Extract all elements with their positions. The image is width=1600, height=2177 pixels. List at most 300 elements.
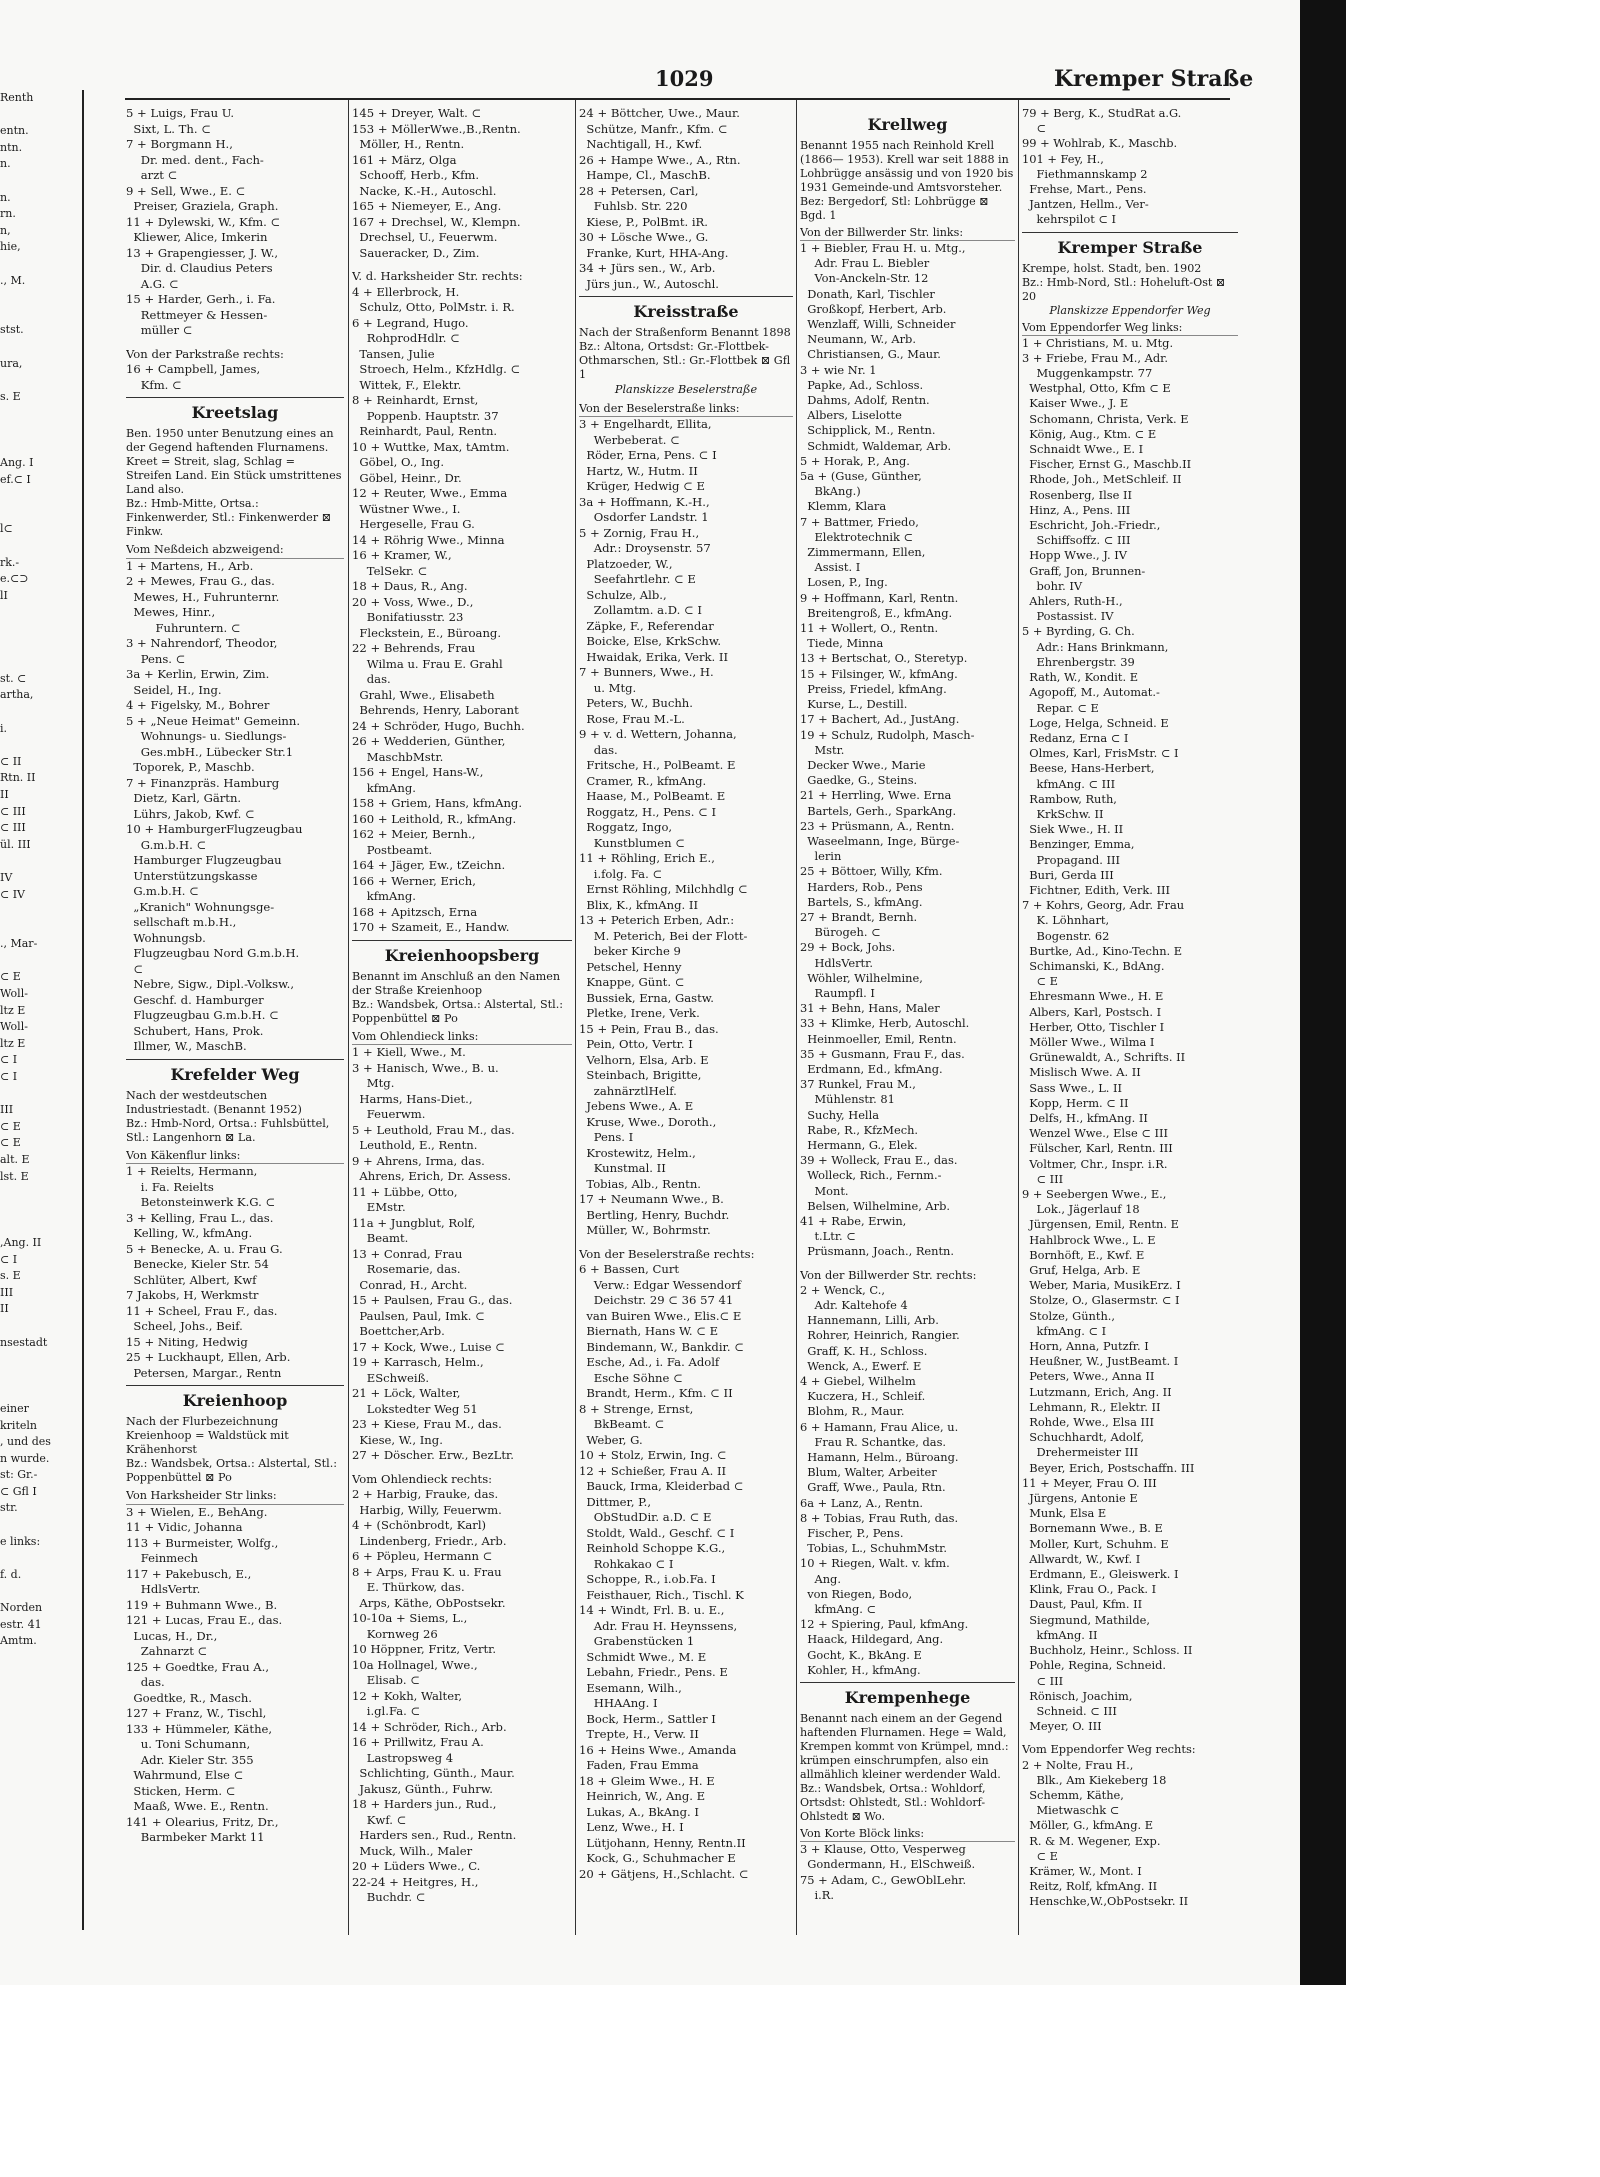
entry-line: Rhode, Joh., MetSchleif. II (1022, 472, 1182, 487)
entry-line: 3 + Friebe, Frau M., Adr. (1022, 350, 1168, 365)
entry-line: Toporek, P., Maschb. (126, 760, 255, 774)
entry-line: 4 + Giebel, Wilhelm (800, 1374, 916, 1389)
entry-line: u. Toni Schumann, (126, 1737, 251, 1751)
entry-line: sellschaft m.b.H., (126, 915, 237, 929)
entry-line: 11 + Lübbe, Otto, (352, 1184, 458, 1199)
entry-line: van Buiren Wwe., Elis.⊂ E (579, 1308, 742, 1323)
entry-line: Gocht, K., BkAng. E (800, 1647, 922, 1662)
entry-line: u. Mtg. (579, 680, 637, 695)
entry-line: BkAng.) (800, 484, 861, 499)
entry-line: Jürgens, Antonie E (1022, 1491, 1138, 1506)
entry-line: Rambow, Ruth, (1022, 791, 1117, 806)
entry-line: 20 + Lüders Wwe., C. (352, 1859, 481, 1873)
entry-line: 29 + Bock, Johs. (800, 940, 896, 955)
entry-line: 11 + Dylewski, W., Kfm. ⊂ (126, 214, 281, 229)
left-edge-fragment: III (0, 1103, 14, 1117)
entry-line: 23 + Prüsmann, A., Rentn. (800, 818, 955, 833)
entry-line: Mislisch Wwe. A. II (1022, 1065, 1141, 1080)
left-edge-fragment: ül. III (0, 837, 31, 851)
entry-line: Dahms, Adolf, Rentn. (800, 393, 930, 408)
left-edge-fragment: ⊂ E (0, 970, 21, 984)
entry-line: Christiansen, G., Maur. (800, 347, 941, 362)
left-edge-fragment (0, 538, 82, 555)
entry-line: G.m.b.H. ⊂ (126, 884, 199, 898)
entry-line: Steinbach, Brigitte, (579, 1068, 702, 1082)
street-heading: Kreienhoop (126, 1385, 344, 1413)
left-edge-fragment: ⊂ III (0, 821, 26, 835)
entry-line: Allwardt, W., Kwf. I (1022, 1551, 1141, 1566)
entry-line: Grünewaldt, A., Schrifts. II (1022, 1050, 1186, 1065)
left-edge-fragment (0, 488, 82, 505)
left-edge-fragment: ,Ang. II (0, 1235, 42, 1249)
header-rule (125, 98, 1230, 100)
left-edge-fragment: stst. (0, 323, 24, 337)
entry-line: Muggenkampstr. 77 (1022, 366, 1153, 381)
entry-line: 12 + Schießer, Frau A. II (579, 1463, 727, 1478)
running-head-street: Kremper Straße (1054, 66, 1254, 92)
entry-line: 26 + Wedderien, Günther, (352, 734, 506, 748)
left-edge-fragment (0, 1384, 82, 1401)
left-edge-fragment (0, 1550, 82, 1567)
entry-line: Kelling, W., kfmAng. (126, 1226, 253, 1240)
entry-line: Rönisch, Joachim, (1022, 1688, 1133, 1703)
left-edge-fragment (0, 704, 82, 721)
left-edge-fragment (0, 173, 82, 190)
entry-line: 16 + Campbell, James, (126, 362, 261, 376)
entry-line: Adr. Frau L. Biebler (800, 256, 930, 271)
entry-line: 168 + Apitzsch, Erna (352, 904, 478, 919)
entry-line: 125 + Goedtke, Frau A., (126, 1659, 270, 1674)
entry-line: 11 + Scheel, Frau F., das. (126, 1303, 278, 1318)
entry-line: 5 + Byrding, G. Ch. (1022, 624, 1135, 639)
entry-line: 121 + Lucas, Frau E., das. (126, 1613, 283, 1627)
entry-line: Weber, Maria, MusikErz. I (1022, 1278, 1181, 1293)
left-edge-fragment: ⊂ I (0, 1053, 18, 1067)
directory-column-5 (1022, 106, 1238, 1910)
entry-line: Muck, Wilh., Maler (352, 1843, 473, 1858)
entry-line: Großkopf, Herbert, Arb. (800, 301, 947, 316)
directory-column-1 (126, 106, 344, 1846)
entry-line: 3a + Hoffmann, K.-H., (579, 494, 710, 509)
entry-line: Zimmermann, Ellen, (800, 545, 926, 560)
entry-line: Rohde, Wwe., Elsa III (1022, 1415, 1155, 1430)
entry-line: arzt ⊂ (126, 168, 178, 182)
entry-line: Fichtner, Edith, Verk. III (1022, 882, 1171, 897)
entry-line: Heußner, W., JustBeamt. I (1022, 1354, 1179, 1369)
entry-line: Postbeamt. (352, 842, 433, 857)
entry-line: i. Fa. Reielts (126, 1179, 214, 1194)
entry-line: 19 + Karrasch, Helm., (352, 1355, 484, 1369)
left-edge-fragment (0, 505, 82, 522)
entry-line: 18 + Harders jun., Rud., (352, 1797, 497, 1811)
entry-line: Eschricht, Joh.-Friedr., (1022, 518, 1161, 533)
entry-line: Dietz, Karl, Gärtn. (126, 791, 242, 805)
left-edge-fragment: n. (0, 190, 11, 204)
entry-line: Paulsen, Paul, Imk. ⊂ (352, 1308, 485, 1323)
entry-line: Schipplick, M., Rentn. (800, 423, 936, 438)
entry-line: Ang. (800, 1571, 841, 1586)
directory-column-4 (800, 106, 1015, 1903)
entry-line: 153 + MöllerWwe.,B.,Rentn. (352, 121, 521, 136)
entry-line: Jürgensen, Emil, Rentn. E (1022, 1217, 1179, 1232)
entry-line: Siegmund, Mathilde, (1022, 1612, 1151, 1627)
entry-line: 14 + Schröder, Rich., Arb. (352, 1719, 507, 1734)
entry-line: Bock, Herm., Sattler I (579, 1711, 716, 1726)
entry-line: Beyer, Erich, Postschaffn. III (1022, 1460, 1195, 1475)
entry-line: 13 + Peterich Erben, Adr.: (579, 913, 735, 927)
entry-line: Fleckstein, E., Büroang. (352, 625, 502, 640)
entry-line: Voltmer, Chr., Inspr. i.R. (1022, 1156, 1168, 1171)
entry-line: 13 + Conrad, Frau (352, 1246, 463, 1261)
entry-line: ⊂ III (1022, 1673, 1064, 1688)
page-number: 1029 (655, 66, 714, 91)
entry-line: Schimanski, K., BdAng. (1022, 958, 1165, 973)
entry-line: Flugzeugbau G.m.b.H. ⊂ (126, 1008, 279, 1022)
left-edge-fragment (0, 1368, 82, 1385)
entry-line: Waseelmann, Inge, Bürge- (800, 833, 960, 848)
entry-line: 165 + Niemeyer, E., Ang. (352, 199, 502, 213)
entry-line: Roggatz, Ingo, (579, 820, 673, 834)
entry-line: Schulz, Otto, PolMstr. i. R. (352, 300, 515, 314)
entry-line: Röder, Erna, Pens. ⊂ I (579, 448, 717, 462)
left-edge-fragment: Norden (0, 1601, 43, 1615)
entry-line: Horn, Anna, Putzfr. I (1022, 1339, 1149, 1354)
entry-line: 3 + Klause, Otto, Vesperweg (800, 1842, 966, 1857)
entry-line: 5a + (Guse, Günther, (800, 469, 922, 484)
street-description: Nach der westdeutschen Industriestadt. (Benannt 1952) (126, 1088, 302, 1116)
entry-line: ⊂ E (1022, 1848, 1058, 1863)
entry-line: 21 + Herrling, Wwe. Erna (800, 788, 952, 803)
district-info: Bz.: Altona, Ortsdst: Gr.-Flottbek-Othmarschen, Stl.: Gr.-Flottbek ⊠ Gfl 1 (579, 340, 791, 381)
entry-line: 15 + Paulsen, Frau G., das. (352, 1293, 513, 1307)
entry-line: 7 + Finanzpräs. Hamburg (126, 775, 280, 790)
left-edge-fragment: Renth (0, 91, 34, 104)
entry-line: Adr. Kaltehofe 4 (800, 1298, 908, 1313)
entry-line: 15 + Filsinger, W., kfmAng. (800, 666, 958, 681)
entry-line: Reitz, Rolf, kfmAng. II (1022, 1879, 1158, 1894)
entry-line: Adr.: Droysenstr. 57 (579, 541, 711, 555)
entry-line: 7 + Battmer, Friedo, (800, 514, 919, 529)
entry-line: 24 + Schröder, Hugo, Buchh. (352, 718, 525, 733)
entry-line: 12 + Kokh, Walter, (352, 1688, 463, 1703)
entry-line: Von der Billwerder Str. rechts: (800, 1267, 977, 1282)
direction-heading: Vom Eppendorfer Weg links: (1022, 321, 1238, 336)
entry-line: 8 + Reinhardt, Ernst, (352, 393, 479, 407)
direction-heading: Vom Neßdeich abzweigend: (126, 542, 344, 559)
entry-line: 141 + Olearius, Fritz, Dr., (126, 1814, 279, 1829)
entry-line: Lok., Jägerlauf 18 (1022, 1202, 1140, 1217)
entry-line: 9 + v. d. Wettern, Johanna, (579, 727, 737, 741)
map-sketch-note: Planskizze Beselerstraße (614, 383, 758, 396)
entry-line: Mewes, H., Fuhrunternr. (126, 589, 280, 604)
left-edge-fragment: ltz E (0, 1036, 26, 1050)
entry-line: ObStudDir. a.D. ⊂ E (579, 1510, 712, 1524)
entry-line: ⊂ (126, 961, 144, 976)
entry-line: „Kranich" Wohnungsge- (126, 899, 275, 914)
entry-line: Seidel, H., Ing. (126, 682, 222, 697)
entry-line: Hamburger Flugzeugbau (126, 853, 282, 867)
entry-line: 10a Hollnagel, Wwe., (352, 1657, 478, 1672)
entry-line: 16 + Heins Wwe., Amanda (579, 1742, 737, 1757)
entry-line: 3 + Kelling, Frau L., das. (126, 1210, 274, 1225)
entry-line: Bauck, Irma, Kleiderbad ⊂ (579, 1479, 744, 1493)
map-sketch-note: Planskizze Eppendorfer Weg (1049, 303, 1211, 317)
left-edge-fragment: alt. E (0, 1153, 30, 1166)
entry-line: das. (579, 742, 618, 757)
entry-line: Schomann, Christa, Verk. E (1022, 411, 1189, 426)
entry-line: Adr. Frau H. Heynssens, (579, 1618, 738, 1633)
entry-line: Graff, Wwe., Paula, Rtn. (800, 1480, 946, 1495)
entry-line: müller ⊂ (126, 323, 193, 337)
entry-line: Bartels, Gerh., SparkAng. (800, 803, 957, 818)
entry-line: Kruse, Wwe., Doroth., (579, 1114, 717, 1129)
entry-line: 15 + Harder, Gerh., i. Fa. (126, 292, 276, 306)
entry-line: das. (126, 1675, 165, 1689)
entry-line: Grahl, Wwe., Elisabeth (352, 687, 495, 702)
entry-line: 119 + Buhmann Wwe., B. (126, 1597, 278, 1612)
entry-line: 101 + Fey, H., (1022, 151, 1104, 166)
entry-line: Graff, Jon, Brunnen- (1022, 563, 1146, 578)
entry-line: 79 + Berg, K., StudRat a.G. (1022, 106, 1182, 120)
entry-line: Hahlbrock Wwe., L. E (1022, 1232, 1156, 1247)
entry-line: Haase, M., PolBeamt. E (579, 789, 726, 803)
entry-line: 4 + Figelsky, M., Bohrer (126, 698, 270, 712)
column-rule (348, 100, 349, 1935)
entry-line: Mietwaschk ⊂ (1022, 1803, 1120, 1818)
entry-line: 12 + Reuter, Wwe., Emma (352, 486, 508, 500)
left-edge-fragment: einer (0, 1401, 29, 1415)
entry-line: Rath, W., Kondit. E (1022, 670, 1139, 685)
entry-line: Delfs, H., kfmAng. II (1022, 1110, 1148, 1125)
entry-line: Feisthauer, Rich., Tischl. K (579, 1587, 744, 1602)
entry-line: 3 + Nahrendorf, Theodor, (126, 636, 278, 650)
entry-line: 18 + Daus, R., Ang. (352, 579, 468, 593)
left-edge-fragment: ntn. (0, 140, 23, 154)
district-info: Bz.: Wandsbek, Ortsa.: Alstertal, Stl.: Poppenbüttel ⊠ Po (352, 997, 564, 1025)
entry-line: Vom Ohlendieck rechts: (352, 1471, 493, 1486)
entry-line: HHAAng. I (579, 1696, 658, 1710)
left-edge-fragment: nsestadt (0, 1335, 48, 1349)
entry-line: Hamann, Helm., Büroang. (800, 1450, 959, 1465)
entry-line: t.Ltr. ⊂ (800, 1229, 856, 1244)
entry-line: Benecke, Kieler Str. 54 (126, 1257, 269, 1271)
entry-line: Graff, K. H., Schloss. (800, 1343, 928, 1358)
entry-line: 30 + Lösche Wwe., G. (579, 230, 709, 244)
entry-line: Esemann, Wilh., (579, 1680, 682, 1695)
entry-line: 113 + Burmeister, Wolfg., (126, 1535, 279, 1550)
left-edge-fragment (0, 339, 82, 356)
entry-line: Klemm, Klara (800, 499, 887, 514)
entry-line: Daust, Paul, Kfm. II (1022, 1597, 1143, 1612)
entry-line: Nebre, Sigw., Dipl.-Volksw., (126, 977, 295, 991)
entry-line: 6 + Legrand, Hugo. (352, 315, 469, 330)
entry-line: ⊂ III (1022, 1171, 1064, 1186)
entry-line: Trepte, H., Verw. II (579, 1727, 699, 1741)
entry-line: Werbeberat. ⊂ (579, 432, 680, 447)
entry-line: Leuthold, E., Rentn. (352, 1138, 478, 1152)
entry-line: 10 + Riegen, Walt. v. kfm. (800, 1556, 950, 1571)
left-edge-fragment: Amtm. (0, 1634, 37, 1648)
entry-line: i.R. (800, 1887, 834, 1902)
left-edge-fragment (0, 621, 82, 638)
entry-line: Rose, Frau M.-L. (579, 711, 685, 726)
entry-line: Wenzlaff, Willi, Schneider (800, 317, 956, 332)
entry-line: 25 + Böttoer, Willy, Kfm. (800, 864, 943, 879)
entry-line: von Riegen, Bodo, (800, 1586, 913, 1601)
entry-line: Fritsche, H., PolBeamt. E (579, 758, 736, 772)
entry-line: 11 + Röhling, Erich E., (579, 851, 715, 865)
entry-line: Ahlers, Ruth-H., (1022, 594, 1123, 609)
entry-line: Schubert, Hans, Prok. (126, 1023, 264, 1038)
entry-line: Breitengroß, E., kfmAng. (800, 605, 953, 620)
entry-line: 17 + Neumann Wwe., B. (579, 1192, 724, 1206)
left-edge-fragment (0, 1218, 82, 1235)
entry-line: 8 + Strenge, Ernst, (579, 1401, 694, 1416)
entry-line: 25 + Luckhaupt, Ellen, Arb. (126, 1350, 291, 1364)
entry-line: 11 + Wollert, O., Rentn. (800, 621, 939, 636)
entry-line: 20 + Gätjens, H.,Schlacht. ⊂ (579, 1866, 749, 1881)
entry-line: Kiese, P., PolBmt. iR. (579, 214, 708, 229)
entry-line: 9 + Seebergen Wwe., E., (1022, 1187, 1167, 1201)
entry-line: Beese, Hans-Herbert, (1022, 761, 1155, 776)
entry-line: 12 + Spiering, Paul, kfmAng. (800, 1617, 969, 1632)
entry-line: Preiss, Friedel, kfmAng. (800, 681, 947, 696)
entry-line: 20 + Voss, Wwe., D., (352, 594, 474, 609)
left-edge-fragment: entn. (0, 124, 29, 138)
entry-line: Suchy, Hella (800, 1107, 880, 1122)
entry-line: Jebens Wwe., A. E (579, 1099, 694, 1113)
entry-line: Müller, W., Bohrmstr. (579, 1223, 711, 1237)
entry-line: ⊂ E (1022, 974, 1058, 989)
entry-line: KrkSchw. II (1022, 806, 1104, 821)
left-edge-fragment: lI (0, 588, 8, 602)
entry-line: Lindenberg, Friedr., Arb. (352, 1533, 507, 1548)
entry-line: bohr. IV (1022, 578, 1083, 593)
left-edge-fragment: st. ⊂ (0, 671, 27, 685)
entry-line: Feinmech (126, 1551, 199, 1565)
entry-line: Mstr. (800, 742, 845, 757)
entry-line: Preiser, Graziela, Graph. (126, 199, 279, 213)
left-edge-fragment: lst. E (0, 1169, 29, 1183)
entry-line: Schnaidt Wwe., E. I (1022, 442, 1144, 457)
entry-line: 10 Höppner, Fritz, Vertr. (352, 1642, 497, 1656)
left-edge-fragment (0, 107, 82, 124)
entry-line: Lütjohann, Henny, Rentn.II (579, 1835, 746, 1850)
entry-line: Wahrmund, Else ⊂ (126, 1768, 244, 1782)
entry-line: Göbel, O., Ing. (352, 455, 445, 469)
entry-line: Tobias, Alb., Rentn. (579, 1176, 701, 1191)
entry-line: 10 + HamburgerFlugzeugbau (126, 822, 303, 836)
entry-line (800, 1260, 1015, 1268)
entry-line: Drechsel, U., Feuerwm. (352, 230, 498, 244)
entry-line: Krostewitz, Helm., (579, 1145, 696, 1160)
left-edge-fragment: Rtn. II (0, 771, 36, 785)
entry-line: Dr. med. dent., Fach- (126, 152, 264, 167)
entry-line: Schmidt Wwe., M. E (579, 1649, 707, 1664)
entry-line: 75 + Adam, C., GewOblLehr. (800, 1872, 967, 1887)
direction-heading: Von Harksheider Str links: (126, 1488, 344, 1505)
entry-line: Geschf. d. Hamburger (126, 992, 264, 1007)
entry-line: 3 + Hanisch, Wwe., B. u. (352, 1060, 499, 1075)
entry-line: 17 + Kock, Wwe., Luise ⊂ (352, 1339, 505, 1354)
left-edge-fragment (0, 1202, 82, 1219)
left-edge-fragment (0, 1086, 82, 1103)
entry-line: V. d. Harksheider Str. rechts: (352, 269, 523, 283)
left-edge-fragment: ura, (0, 356, 23, 370)
entry-line: Pens. I (579, 1130, 634, 1144)
entry-line: Harms, Hans-Diet., (352, 1091, 473, 1106)
left-edge-fragment: , und des (0, 1435, 51, 1449)
entry-line: Donath, Karl, Tischler (800, 286, 935, 301)
entry-line: Wüstner Wwe., I. (352, 501, 461, 516)
entry-line: lerin (800, 849, 842, 864)
entry-line: Bornhöft, E., Kwf. E (1022, 1247, 1145, 1262)
entry-line: Weber, G. (579, 1432, 643, 1447)
entry-line: Boicke, Else, KrkSchw. (579, 634, 722, 648)
entry-line: 37 Runkel, Frau M., (800, 1077, 916, 1092)
entry-line: 161 + März, Olga (352, 152, 457, 167)
entry-line: Seefahrtlehr. ⊂ E (579, 572, 696, 586)
left-edge-fragment (0, 1351, 82, 1368)
entry-line: Conrad, H., Archt. (352, 1277, 468, 1292)
entry-line: Prüsmann, Joach., Rentn. (800, 1244, 955, 1259)
entry-line: Bogenstr. 62 (1022, 928, 1110, 943)
entry-line: Postassist. IV (1022, 609, 1114, 624)
entry-line: 27 + Brandt, Bernh. (800, 909, 918, 924)
entry-line: 162 + Meier, Bernh., (352, 827, 476, 841)
entry-line: 22-24 + Heitgres, H., (352, 1874, 479, 1889)
entry-line: Harders sen., Rud., Rentn. (352, 1828, 517, 1842)
entry-line: Lehmann, R., Elektr. II (1022, 1399, 1161, 1414)
entry-line: Schütze, Manfr., Kfm. ⊂ (579, 121, 728, 136)
entry-line: M. Peterich, Bei der Flott- (579, 928, 748, 943)
entry-line: Kliewer, Alice, Imkerin (126, 230, 268, 244)
entry-line: Betonsteinwerk K.G. ⊂ (126, 1195, 276, 1209)
entry-line: Von-Anckeln-Str. 12 (800, 271, 929, 286)
entry-line: Heinrich, W., Ang. E (579, 1789, 706, 1803)
left-edge-fragment: Ang. I (0, 456, 34, 470)
left-edge-fragment: str. (0, 1501, 18, 1515)
entry-line: Platzoeder, W., (579, 556, 673, 571)
entry-line: 160 + Leithold, R., kfmAng. (352, 811, 517, 826)
entry-line: 18 + Gleim Wwe., H. E (579, 1773, 715, 1788)
entry-line: Fischer, P., Pens. (800, 1526, 904, 1541)
left-edge-fragment: i. (0, 721, 8, 735)
entry-line: 5 + Leuthold, Frau M., das. (352, 1122, 515, 1137)
entry-line: König, Aug., Ktm. ⊂ E (1022, 426, 1157, 441)
entry-line: 1 + Kiell, Wwe., M. (352, 1045, 466, 1059)
directory-column-3 (579, 106, 793, 1882)
entry-line: 13 + Grapengiesser, J. W., (126, 245, 279, 260)
left-edge-fragment (0, 438, 82, 455)
entry-line: Herber, Otto, Tischler I (1022, 1019, 1165, 1034)
district-info: Bz.: Wandsbek, Ortsa.: Alstertal, Stl.: Poppenbüttel ⊠ Po (126, 1457, 338, 1484)
entry-line: das. (352, 672, 391, 686)
entry-line: Ges.mbH., Lübecker Str.1 (126, 744, 294, 759)
entry-line: Nacke, K.-H., Autoschl. (352, 183, 497, 198)
entry-line: Fischer, Ernst G., Maschb.II (1022, 457, 1192, 472)
entry-line: Peters, W., Buchh. (579, 696, 693, 710)
entry-line: Lührs, Jakob, Kwf. ⊂ (126, 806, 255, 821)
district-info: Bz.: Wandsbek, Ortsa.: Wohldorf, Ortsdst: Ohlstedt, Stl.: Wohldorf-Ohlstedt ⊠ Wo. (800, 1782, 986, 1824)
entry-line: 2 + Mewes, Frau G., das. (126, 574, 275, 588)
entry-line: 170 + Szameit, E., Handw. (352, 920, 510, 934)
left-edge-fragment: ., Mar- (0, 937, 38, 951)
left-edge-fragment (0, 306, 82, 323)
entry-line: Stolze, O., Glasermstr. ⊂ I (1022, 1293, 1180, 1308)
entry-line: Petersen, Margar., Rentn (126, 1365, 282, 1380)
entry-line: Arps, Käthe, ObPostsekr. (352, 1595, 506, 1610)
